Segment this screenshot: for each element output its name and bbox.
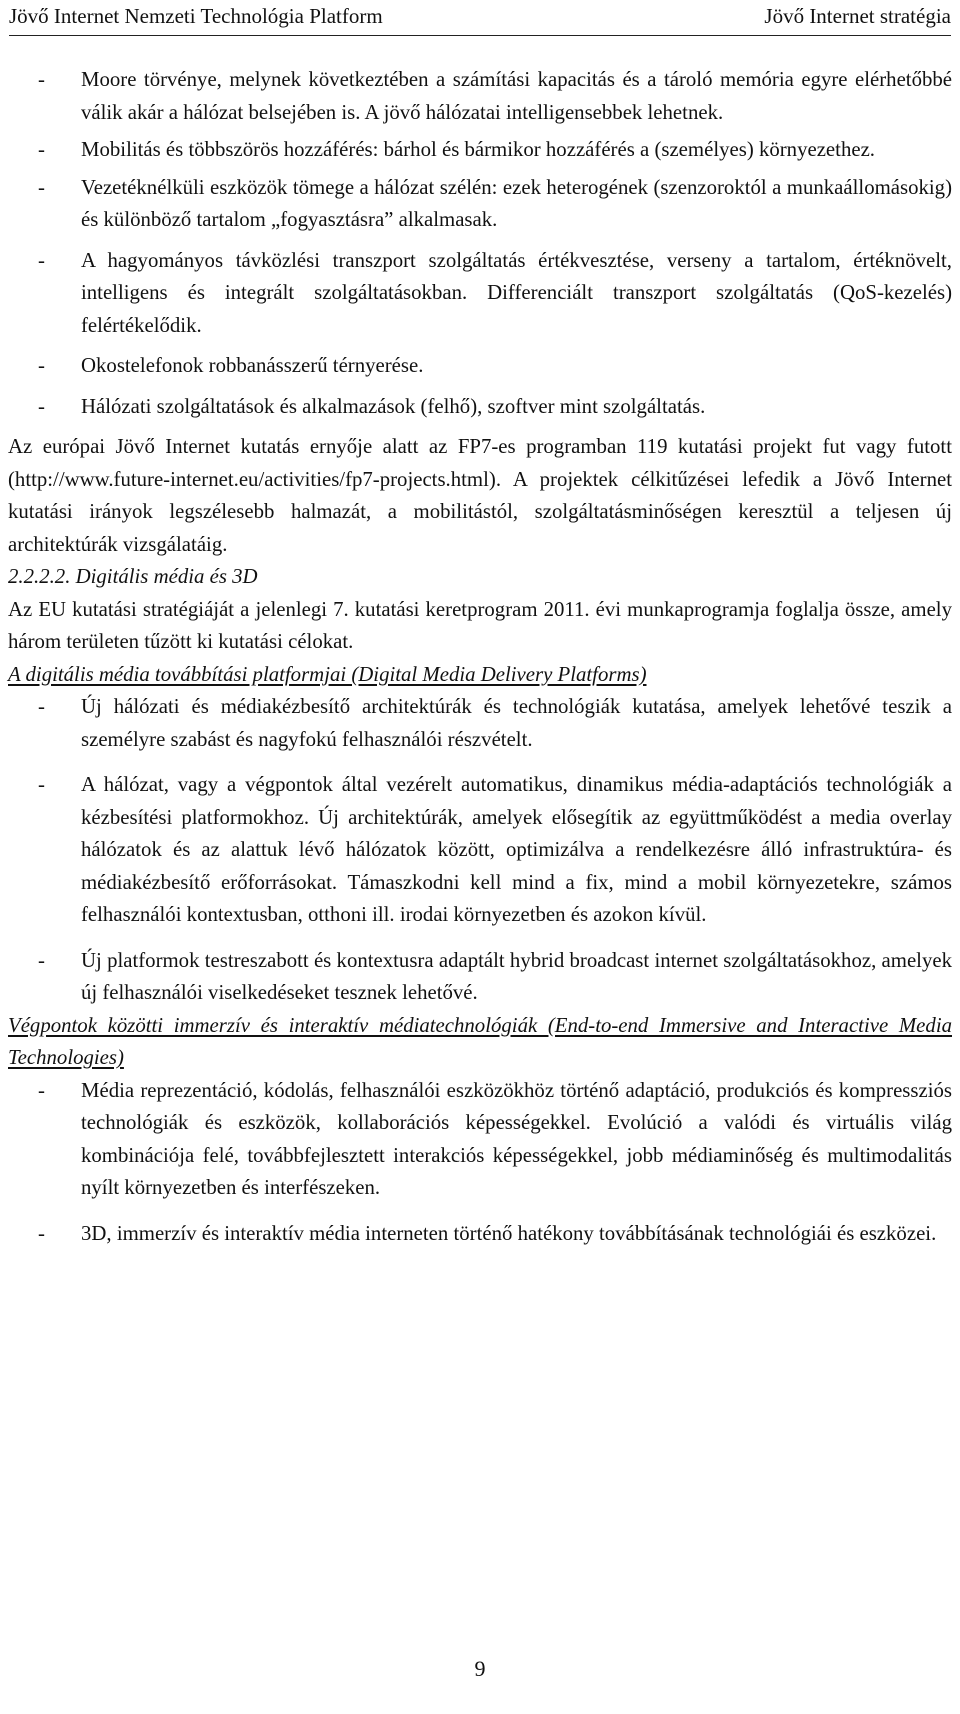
- list-item-text: A hálózat, vagy a végpontok által vezérelt automatikus, dinamikus média-adaptációs technológiák a kézbesítési platformokhoz. Új architektúrák, amelyek elősegítik az együttműködést a media overlay hálózatok és az alattuk lévő hálózatok között, optimizálva a rendelkezésre álló infrastruktúra- és médiakézbesítő erőforrásokat. Támaszkodni kell mind a fix, mind a mobil környezetekre, számos felhasználói kontextusban, otthoni ill. irodai környezetben és azokon kívül.: [81, 773, 952, 926]
- bullet-dash: -: [38, 773, 45, 796]
- list-item-text: Új hálózati és médiakézbesítő architektúrák és technológiák kutatása, amelyek lehetővé teszik a személyre szabást és nagyfokú felhasználói részvételt.: [81, 695, 952, 751]
- list-item-text: 3D, immerzív és interaktív média interneten történő hatékony továbbításának technológiái és eszközei.: [81, 1221, 937, 1245]
- bullet-dash: -: [38, 354, 45, 377]
- bullet-dash: -: [38, 948, 45, 972]
- page-number: 9: [474, 1656, 486, 1681]
- bullet-dash: -: [38, 248, 45, 272]
- list-item: [8, 1075, 952, 1205]
- header-left-title: Jövő Internet Nemzeti Technológia Platform: [9, 4, 383, 28]
- bullet-list-trends: [8, 64, 952, 423]
- list-item: [8, 134, 952, 167]
- page-header: [9, 0, 951, 36]
- list-item: [8, 64, 952, 129]
- list-item: [8, 1218, 952, 1251]
- list-item: [8, 691, 952, 756]
- header-right-title: Jövő Internet stratégia: [764, 4, 951, 28]
- list-item: [8, 391, 952, 424]
- document-body: [8, 64, 952, 1250]
- bullet-dash: -: [38, 1078, 45, 1102]
- bullet-dash: -: [38, 138, 45, 161]
- list-item: [8, 172, 952, 237]
- bullet-dash: -: [38, 695, 45, 718]
- bullet-list-delivery-platforms: [8, 691, 952, 1010]
- list-item-text: Média reprezentáció, kódolás, felhasználói eszközökhöz történő adaptáció, produkciós és kompressziós technológiák és eszközök, kollaborációs képességekkel. Evolúció a valódi és virtuális világ kombinációja felé, továbbfejlesztett interakciós képességekkel, jobb médiaminőség és multimodalitás nyílt környezetben és interfészeken.: [81, 1078, 952, 1199]
- list-item-text: Okostelefonok robbanásszerű térnyerése.: [81, 354, 424, 377]
- bullet-dash: -: [38, 68, 45, 91]
- list-item-text: Hálózati szolgáltatások és alkalmazások (felhő), szoftver mint szolgáltatás.: [81, 394, 706, 418]
- list-item: [8, 245, 952, 343]
- list-item: [8, 350, 952, 383]
- list-item-text: Mobilitás és többszörös hozzáférés: bárhol és bármikor hozzáférés a (személyes) környezethez.: [81, 138, 875, 161]
- list-item: [8, 945, 952, 1010]
- section-heading: 2.2.2.2. Digitális média és 3D: [8, 565, 258, 588]
- bullet-dash: -: [38, 1221, 45, 1245]
- list-item: [8, 769, 952, 932]
- list-item-text: Vezetéknélküli eszközök tömege a hálózat szélén: ezek heterogének (szenzoroktól a munkaállomásokig) és különböző tartalom „fogyasztásra” alkalmasak.: [81, 175, 952, 231]
- subsection-title-delivery-platforms: A digitális média továbbítási platformjai (Digital Media Delivery Platforms): [8, 662, 647, 686]
- list-item-text: Új platformok testreszabott és kontextusra adaptált hybrid broadcast internet szolgáltatásokhoz, amelyek új felhasználói viselkedéseket tesznek lehetővé.: [81, 948, 952, 1004]
- subsection-title-immersive-media: Végpontok közötti immerzív és interaktív médiatechnológiák (End-to-end Immersive and Interactive Media Technologies): [8, 1013, 952, 1069]
- paragraph-eu-strategy: Az EU kutatási stratégiáját a jelenlegi 7. kutatási keretprogram 2011. évi munkaprogramja foglalja össze, amely három területen tűzött ki kutatási célokat.: [8, 597, 952, 653]
- paragraph-fp7: Az európai Jövő Internet kutatás ernyője alatt az FP7-es programban 119 kutatási projekt fut vagy futott (http://www.future-internet.eu/activities/fp7-projects.html). A projektek célkitűzései lefedik a Jövő Internet kutatási irányok legszélesebb halmazát, a mobilitástól, szolgáltatásminőségen keresztül a teljesen új architektúrák vizsgálatáig.: [8, 435, 952, 556]
- bullet-list-immersive-media: [8, 1075, 952, 1251]
- list-item-text: A hagyományos távközlési transzport szolgáltatás értékvesztése, verseny a tartalom, értéknövelt, intelligens és integrált szolgáltatásokban. Differenciált transzport szolgáltatás (QoS-kezelés) felértékelődik.: [81, 248, 952, 337]
- list-item-text: Moore törvénye, melynek következtében a számítási kapacitás és a tároló memória egyre elérhetőbbé válik akár a hálózat belsejében is. A jövő hálózatai intelligensebbek lehetnek.: [81, 68, 952, 124]
- bullet-dash: -: [38, 175, 45, 199]
- bullet-dash: -: [38, 394, 45, 418]
